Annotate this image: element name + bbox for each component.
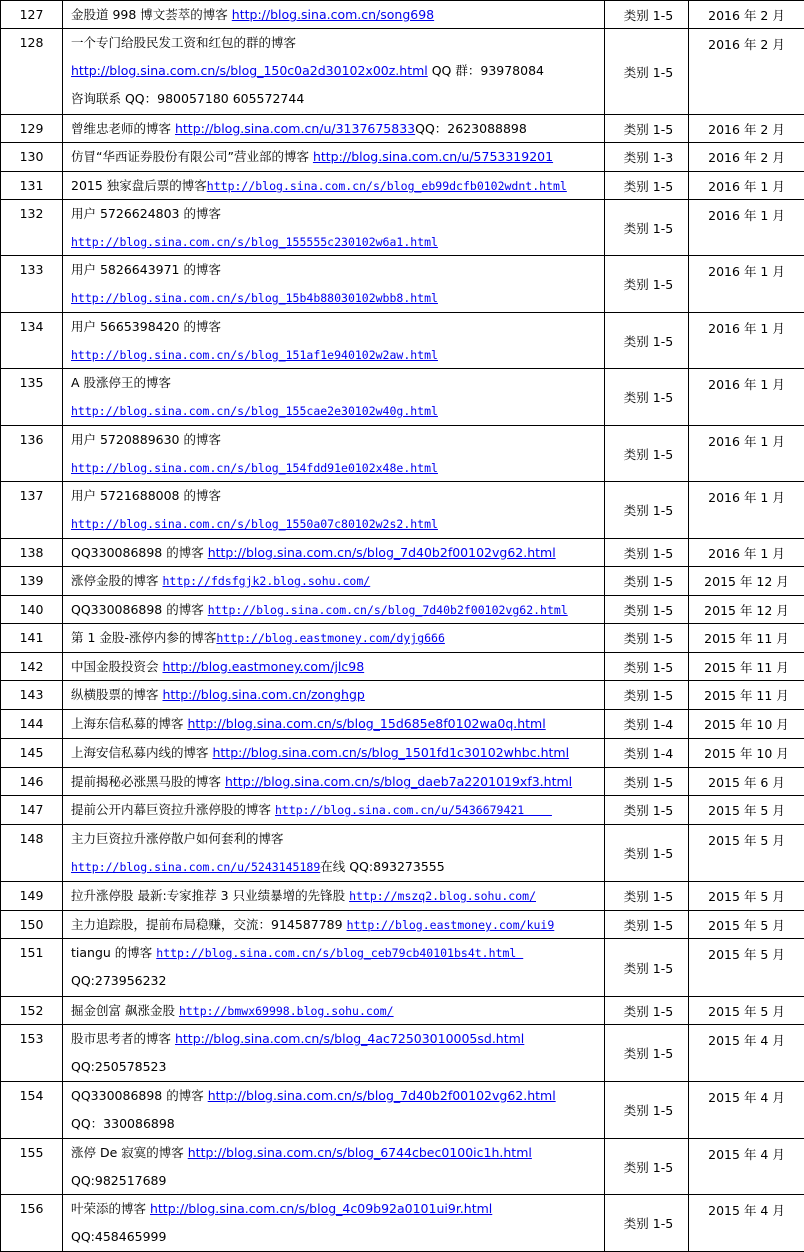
description-line [71,545,602,561]
row-number: 138 [1,539,63,567]
description-line [71,262,602,278]
row-category: 类别 1-5 [605,1082,689,1139]
row-date: 2016 年 2 月 [689,1,804,29]
table-row [1,115,804,143]
row-category: 类别 1-5 [605,796,689,825]
table-row [1,1082,804,1139]
blog-title: 咨询联系 QQ：980057180 605572744 [71,91,304,106]
row-number: 135 [1,369,63,426]
row-date: 2015 年 10 月 [689,710,804,739]
row-date: 2016 年 2 月 [689,115,804,143]
description-line [71,1116,602,1132]
row-category: 类别 1-5 [605,825,689,882]
blog-title: 提前揭秘必涨黑马股的博客 [71,774,225,789]
description-line [71,319,602,335]
table-row [1,997,804,1025]
row-date: 2016 年 1 月 [689,482,804,539]
row-description [63,710,605,739]
row-number: 127 [1,1,63,29]
row-date: 2015 年 11 月 [689,624,804,653]
row-description [63,825,605,882]
row-number: 156 [1,1195,63,1252]
blog-title: 主力巨资拉升涨停散户如何套利的博客 [71,831,284,846]
table-row [1,1195,804,1252]
table-row [1,681,804,710]
row-date: 2016 年 2 月 [689,29,804,115]
table-row [1,1,804,29]
blog-link[interactable]: http://blog.sina.com.cn/u/5243145189 [71,860,320,874]
row-category: 类别 1-5 [605,200,689,256]
description-line [71,945,602,961]
row-date: 2015 年 11 月 [689,653,804,681]
table-row [1,313,804,369]
blog-title: 涨停金股的博客 [71,573,162,588]
description-line [71,917,602,933]
row-description [63,882,605,911]
row-date: 2015 年 4 月 [689,1025,804,1082]
row-number: 133 [1,256,63,313]
blog-link[interactable]: http://blog.sina.com.cn/s/blog_eb99dcfb0102wdnt.html [207,179,567,193]
row-description [63,567,605,596]
description-line [71,802,602,818]
description-line [71,206,602,222]
blog-link[interactable]: http://blog.sina.com.cn/s/blog_7d40b2f00102vg62.html [208,545,556,560]
row-description [63,997,605,1025]
description-line [71,1031,602,1047]
table-row [1,143,804,172]
table-row [1,29,804,115]
row-description [63,1025,605,1082]
table-row [1,739,804,768]
blog-link[interactable]: http://bmwx69998.blog.sohu.com/ [179,1004,394,1018]
row-description [63,200,605,256]
description-line [71,1003,602,1019]
row-category: 类别 1-5 [605,313,689,369]
row-date: 2016 年 1 月 [689,256,804,313]
blog-link[interactable]: http://blog.sina.com.cn/zonghgp [162,687,364,702]
blog-title: 用户 5665398420 的博客 [71,319,221,334]
blog-link[interactable]: http://blog.sina.com.cn/s/blog_4c09b92a0101ui9r.html [150,1201,492,1216]
blog-link[interactable]: http://blog.sina.com.cn/s/blog_7d40b2f00102vg62.html [208,1088,556,1103]
row-number: 134 [1,313,63,369]
row-date: 2015 年 12 月 [689,596,804,624]
table-row [1,939,804,997]
blog-link[interactable]: http://blog.eastmoney.com/kui9 [347,918,555,932]
row-date: 2015 年 5 月 [689,939,804,997]
blog-title: 提前公开内幕巨资拉升涨停股的博客 [71,802,275,817]
row-date: 2015 年 4 月 [689,1139,804,1195]
blog-title: QQ：330086898 [71,1116,175,1131]
blog-title: 上海安信私募内线的博客 [71,745,212,760]
blog-title: 2015 独家盘后票的博客 [71,178,207,193]
row-description [63,256,605,313]
description-line [71,149,602,165]
blog-title: 股市思考者的博客 [71,1031,175,1046]
blog-link[interactable]: http://mszq2.blog.sohu.com/ [349,889,536,903]
table-row [1,369,804,426]
row-category: 类别 1-5 [605,369,689,426]
row-date: 2015 年 10 月 [689,739,804,768]
row-description [63,539,605,567]
row-number: 132 [1,200,63,256]
table-row [1,624,804,653]
blog-link[interactable]: http://blog.sina.com.cn/s/blog_155cae2e30102w40g.html [71,404,438,418]
blog-link[interactable]: http://blog.sina.com.cn/s/blog_daeb7a2201019xf3.html [225,774,572,789]
description-line [71,1145,602,1161]
row-number: 147 [1,796,63,825]
row-number: 141 [1,624,63,653]
row-category: 类别 1-5 [605,115,689,143]
description-line [71,7,602,23]
blog-title: QQ330086898 的博客 [71,545,208,560]
row-date: 2015 年 5 月 [689,825,804,882]
table-row [1,539,804,567]
description-line [71,1059,602,1075]
row-number: 144 [1,710,63,739]
contact-info: QQ：2623088898 [415,121,527,136]
row-description [63,369,605,426]
table-row [1,596,804,624]
blog-title: 拉升涨停股 最新:专家推荐 3 只业绩暴增的先锋股 [71,888,349,903]
description-line [71,63,602,79]
blog-link[interactable]: http://blog.sina.com.cn/s/blog_15d685e8f0102wa0q.html [187,716,545,731]
row-category: 类别 1-5 [605,426,689,482]
table-row [1,256,804,313]
row-description [63,1082,605,1139]
blog-link[interactable]: http://blog.sina.com.cn/s/blog_155555c230102w6a1.html [71,235,438,249]
row-number: 145 [1,739,63,768]
description-line [71,460,602,476]
blog-link[interactable]: http://blog.sina.com.cn/s/blog_ceb79cb40101bs4t.html [156,946,523,960]
blog-link[interactable]: http://blog.sina.com.cn/u/3137675833 [175,121,415,136]
row-description [63,1,605,29]
description-line [71,1173,602,1189]
row-number: 154 [1,1082,63,1139]
description-line [71,573,602,589]
row-number: 149 [1,882,63,911]
blog-title: 用户 5826643971 的博客 [71,262,221,277]
table-row [1,796,804,825]
row-number: 136 [1,426,63,482]
blog-link[interactable]: http://blog.eastmoney.com/dyjg666 [216,631,444,645]
blog-title: QQ330086898 的博客 [71,602,208,617]
row-number: 151 [1,939,63,997]
blog-title: 上海东信私募的博客 [71,716,187,731]
row-category: 类别 1-4 [605,739,689,768]
row-number: 150 [1,911,63,939]
row-category: 类别 1-5 [605,681,689,710]
description-line [71,347,602,363]
blog-title: 主力追踪股，提前布局稳赚，交流：914587789 [71,917,347,932]
row-category: 类别 1-4 [605,710,689,739]
blog-title: 曾维忠老师的博客 [71,121,175,136]
description-line [71,375,602,391]
row-description [63,1195,605,1252]
row-number: 131 [1,172,63,200]
blog-title: QQ:273956232 [71,973,166,988]
description-line [71,716,602,732]
description-line [71,774,602,790]
description-line [71,888,602,904]
blog-link[interactable]: http://blog.sina.com.cn/s/blog_1550a07c80102w2s2.html [71,517,438,531]
row-date: 2016 年 1 月 [689,539,804,567]
description-line [71,35,602,51]
description-line [71,659,602,675]
table-row [1,200,804,256]
row-category: 类别 1-5 [605,997,689,1025]
table-body [1,1,804,1252]
row-category: 类别 1-5 [605,29,689,115]
row-category: 类别 1-5 [605,653,689,681]
row-description [63,172,605,200]
description-line [71,859,602,875]
description-line [71,630,602,646]
row-description [63,796,605,825]
description-line [71,290,602,306]
row-description [63,939,605,997]
blog-title: tiangu 的博客 [71,945,156,960]
blog-link[interactable]: http://blog.sina.com.cn/s/blog_151af1e940102w2aw.html [71,348,438,362]
row-description [63,313,605,369]
blog-title: 金股道 998 博文荟萃的博客 [71,7,232,22]
table-row [1,426,804,482]
row-description [63,624,605,653]
row-description [63,653,605,681]
blog-link[interactable]: http://blog.sina.com.cn/s/blog_15b4b88030102wbb8.html [71,291,438,305]
row-category: 类别 1-5 [605,911,689,939]
row-category: 类别 1-5 [605,1195,689,1252]
table-row [1,882,804,911]
description-line [71,178,602,194]
row-category: 类别 1-3 [605,143,689,172]
row-category: 类别 1-5 [605,624,689,653]
blog-title: 用户 5720889630 的博客 [71,432,221,447]
row-description [63,482,605,539]
blog-link[interactable]: http://blog.sina.com.cn/s/blog_6744cbec0100ic1h.html [188,1145,532,1160]
row-category: 类别 1-5 [605,939,689,997]
row-category: 类别 1-5 [605,882,689,911]
row-category: 类别 1-5 [605,172,689,200]
blog-title: 掘金创富 飙涨金股 [71,1003,179,1018]
row-date: 2015 年 5 月 [689,911,804,939]
table-row [1,172,804,200]
row-description [63,143,605,172]
row-number: 129 [1,115,63,143]
description-line [71,602,602,618]
row-category: 类别 1-5 [605,1025,689,1082]
blog-title: 纵横股票的博客 [71,687,162,702]
description-line [71,488,602,504]
blog-title: 涨停 De 寂寞的博客 [71,1145,188,1160]
row-category: 类别 1-5 [605,768,689,796]
blog-title: 仿冒“华西证券股份有限公司”营业部的博客 [71,149,313,164]
row-category: 类别 1-5 [605,1139,689,1195]
blog-title: A 股涨停王的博客 [71,375,171,390]
blog-title: QQ:458465999 [71,1229,166,1244]
description-line [71,973,602,989]
row-number: 143 [1,681,63,710]
blog-link[interactable]: http://fdsfgjk2.blog.sohu.com/ [162,574,370,588]
row-date: 2015 年 6 月 [689,768,804,796]
row-category: 类别 1-5 [605,256,689,313]
blog-title: 用户 5726624803 的博客 [71,206,221,221]
description-line [71,687,602,703]
blog-title: QQ:250578523 [71,1059,166,1074]
blog-title: 叶荣添的博客 [71,1201,150,1216]
blog-link[interactable]: http://blog.sina.com.cn/s/blog_150c0a2d30102x00z.html [71,63,428,78]
blog-link[interactable]: http://blog.sina.com.cn/u/5436679421 [275,803,552,817]
row-description [63,911,605,939]
row-description [63,768,605,796]
table-row [1,768,804,796]
description-line [71,831,602,847]
blog-title: QQ330086898 的博客 [71,1088,208,1103]
row-number: 137 [1,482,63,539]
description-line [71,1088,602,1104]
description-line [71,91,602,107]
row-category: 类别 1-5 [605,482,689,539]
row-description [63,115,605,143]
row-number: 146 [1,768,63,796]
row-date: 2015 年 11 月 [689,681,804,710]
row-number: 153 [1,1025,63,1082]
blog-link[interactable]: http://blog.eastmoney.com/jlc98 [162,659,364,674]
blog-link[interactable]: http://blog.sina.com.cn/s/blog_1501fd1c30102whbc.html [212,745,569,760]
row-description [63,739,605,768]
row-number: 140 [1,596,63,624]
description-line [71,234,602,250]
table-row [1,653,804,681]
description-line [71,745,602,761]
description-line [71,1229,602,1245]
table-row [1,911,804,939]
table-row [1,1139,804,1195]
blog-link[interactable]: http://blog.sina.com.cn/s/blog_7d40b2f00102vg62.html [208,603,568,617]
row-date: 2016 年 1 月 [689,313,804,369]
blog-title: QQ:982517689 [71,1173,166,1188]
blog-title: 用户 5721688008 的博客 [71,488,221,503]
row-category: 类别 1-5 [605,596,689,624]
row-number: 130 [1,143,63,172]
row-number: 128 [1,29,63,115]
blog-link[interactable]: http://blog.sina.com.cn/song698 [232,7,434,22]
row-number: 152 [1,997,63,1025]
row-date: 2016 年 2 月 [689,143,804,172]
row-date: 2016 年 1 月 [689,200,804,256]
description-line [71,121,602,137]
row-date: 2016 年 1 月 [689,369,804,426]
row-number: 142 [1,653,63,681]
contact-info: QQ 群：93978084 [428,63,544,78]
row-date: 2015 年 5 月 [689,997,804,1025]
row-category: 类别 1-5 [605,539,689,567]
row-date: 2016 年 1 月 [689,426,804,482]
row-date: 2015 年 4 月 [689,1082,804,1139]
row-description [63,596,605,624]
table-row [1,482,804,539]
row-description [63,29,605,115]
row-description [63,681,605,710]
row-number: 155 [1,1139,63,1195]
blog-title: 一个专门给股民发工资和红包的群的博客 [71,35,296,50]
row-date: 2015 年 5 月 [689,882,804,911]
table-row [1,1025,804,1082]
contact-info: 在线 QQ:893273555 [320,859,444,874]
table-row [1,825,804,882]
table-row [1,710,804,739]
row-date: 2015 年 12 月 [689,567,804,596]
row-date: 2015 年 5 月 [689,796,804,825]
table-row [1,567,804,596]
blog-link[interactable]: http://blog.sina.com.cn/u/5753319201 [313,149,553,164]
blog-title: 中国金股投资会 [71,659,162,674]
row-category: 类别 1-5 [605,1,689,29]
row-number: 139 [1,567,63,596]
row-date: 2016 年 1 月 [689,172,804,200]
blog-title: 第 1 金股-涨停内参的博客 [71,630,216,645]
row-description [63,1139,605,1195]
description-line [71,1201,602,1217]
description-line [71,516,602,532]
row-category: 类别 1-5 [605,567,689,596]
blog-link[interactable]: http://blog.sina.com.cn/s/blog_4ac72503010005sd.html [175,1031,524,1046]
description-line [71,403,602,419]
blog-link[interactable]: http://blog.sina.com.cn/s/blog_154fdd91e0102x48e.html [71,461,438,475]
description-line [71,432,602,448]
row-date: 2015 年 4 月 [689,1195,804,1252]
row-number: 148 [1,825,63,882]
row-description [63,426,605,482]
